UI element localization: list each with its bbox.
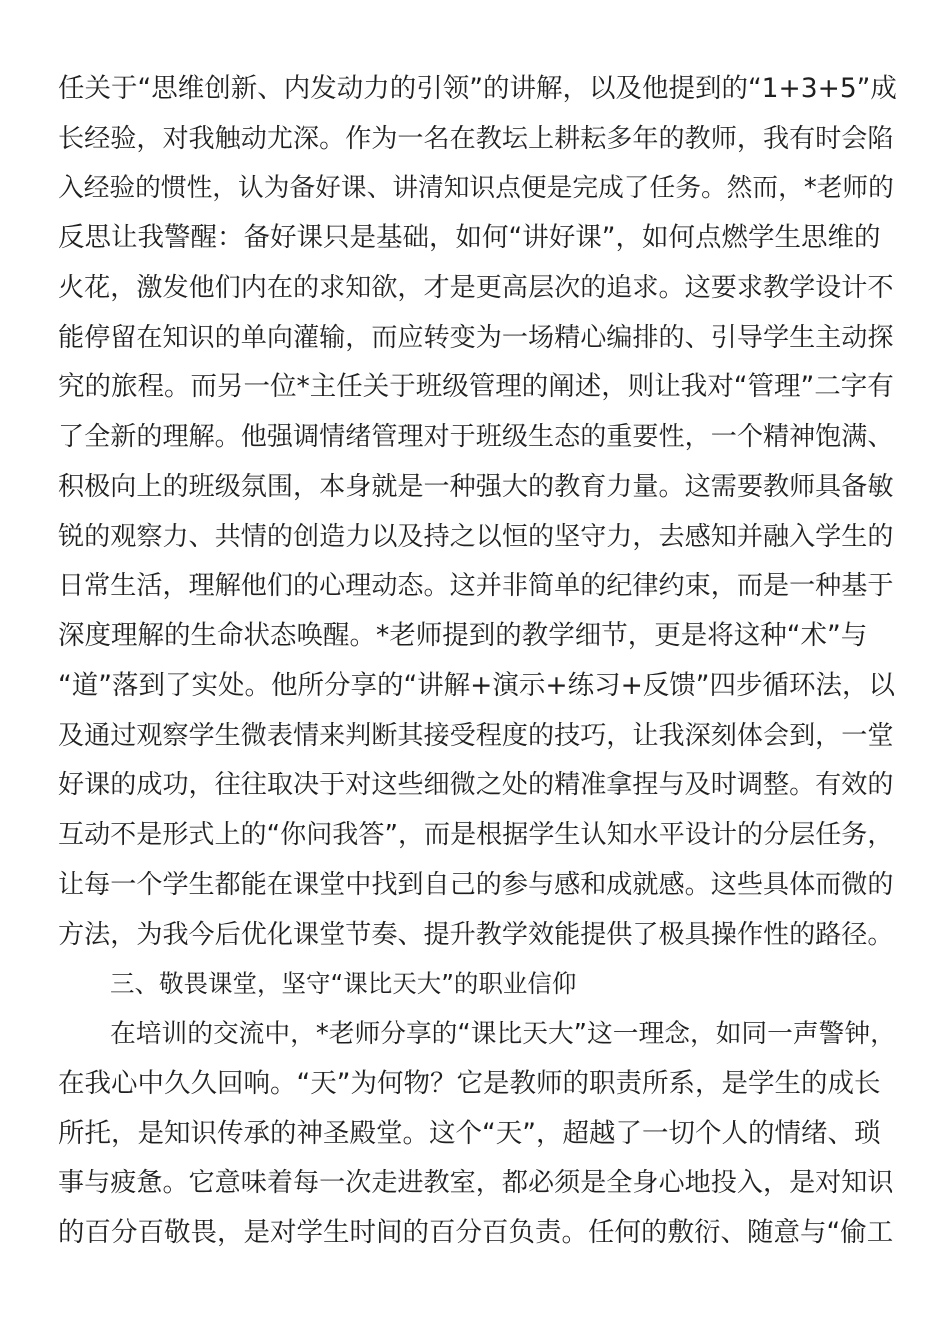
paragraph-line: 事与疲惫。它意味着每一次走进教室，都必须是全身心地投入，是对知识 bbox=[58, 1168, 894, 1198]
paragraph-line: 方法，为我今后优化课堂节奏、提升教学效能提供了极具操作性的路径。 bbox=[58, 920, 894, 950]
paragraph-line: 锐的观察力、共情的创造力以及持之以恒的坚守力，去感知并融入学生的 bbox=[58, 522, 894, 552]
paragraph-line: 在我心中久久回响。“天”为何物？它是教师的职责所系，是学生的成长 bbox=[58, 1068, 881, 1099]
paragraph-line: 火花，激发他们内在的求知欲，才是更高层次的追求。这要求教学设计不 bbox=[58, 273, 894, 303]
paragraph-line: 所托，是知识传承的神圣殿堂。这个“天”，超越了一切个人的情绪、琐 bbox=[58, 1118, 881, 1149]
paragraph-line: 日常生活，理解他们的心理动态。这并非简单的纪律约束，而是一种基于 bbox=[58, 571, 894, 601]
paragraph-line: 让每一个学生都能在课堂中找到自己的参与感和成就感。这些具体而微的 bbox=[58, 870, 894, 900]
paragraph-line: 在培训的交流中，*老师分享的“课比天大”这一理念，如同一声警钟， bbox=[110, 1019, 896, 1049]
paragraph-line: 任关于“思维创新、内发动力的引领”的讲解，以及他提到的“1+3+5”成 bbox=[58, 73, 897, 104]
paragraph-line: “道”落到了实处。他所分享的“讲解+演示+练习+反馈”四步循环法，以 bbox=[58, 670, 896, 701]
paragraph-line: 能停留在知识的单向灌输，而应转变为一场精心编排的、引导学生主动探 bbox=[58, 323, 894, 353]
paragraph-line: 长经验，对我触动尤深。作为一名在教坛上耕耘多年的教师，我有时会陷 bbox=[58, 124, 894, 154]
paragraph-line: 好课的成功，往往取决于对这些细微之处的精准拿捏与及时调整。有效的 bbox=[58, 770, 894, 800]
paragraph-line: 入经验的惯性，认为备好课、讲清知识点便是完成了任务。然而，*老师的 bbox=[58, 173, 894, 203]
section-heading: 三、敬畏课堂，坚守“课比天大”的职业信仰 bbox=[110, 969, 577, 998]
paragraph-line: 积极向上的班级氛围，本身就是一种强大的教育力量。这需要教师具备敏 bbox=[58, 472, 894, 502]
paragraph-line: 究的旅程。而另一位*主任关于班级管理的阐述，则让我对“管理”二字有 bbox=[58, 371, 894, 402]
paragraph-line: 反思让我警醒：备好课只是基础，如何“讲好课”，如何点燃学生思维的 bbox=[58, 222, 881, 253]
paragraph-line: 深度理解的生命状态唤醒。*老师提到的教学细节，更是将这种“术”与 bbox=[58, 620, 868, 651]
paragraph-line: 互动不是形式上的“你问我答”，而是根据学生认知水平设计的分层任务， bbox=[58, 820, 894, 850]
paragraph-line: 了全新的理解。他强调情绪管理对于班级生态的重要性，一个精神饱满、 bbox=[58, 422, 894, 452]
paragraph-line: 的百分百敬畏，是对学生时间的百分百负责。任何的敷衍、随意与“偷工 bbox=[58, 1217, 894, 1248]
paragraph-line: 及通过观察学生微表情来判断其接受程度的技巧，让我深刻体会到，一堂 bbox=[58, 721, 894, 751]
